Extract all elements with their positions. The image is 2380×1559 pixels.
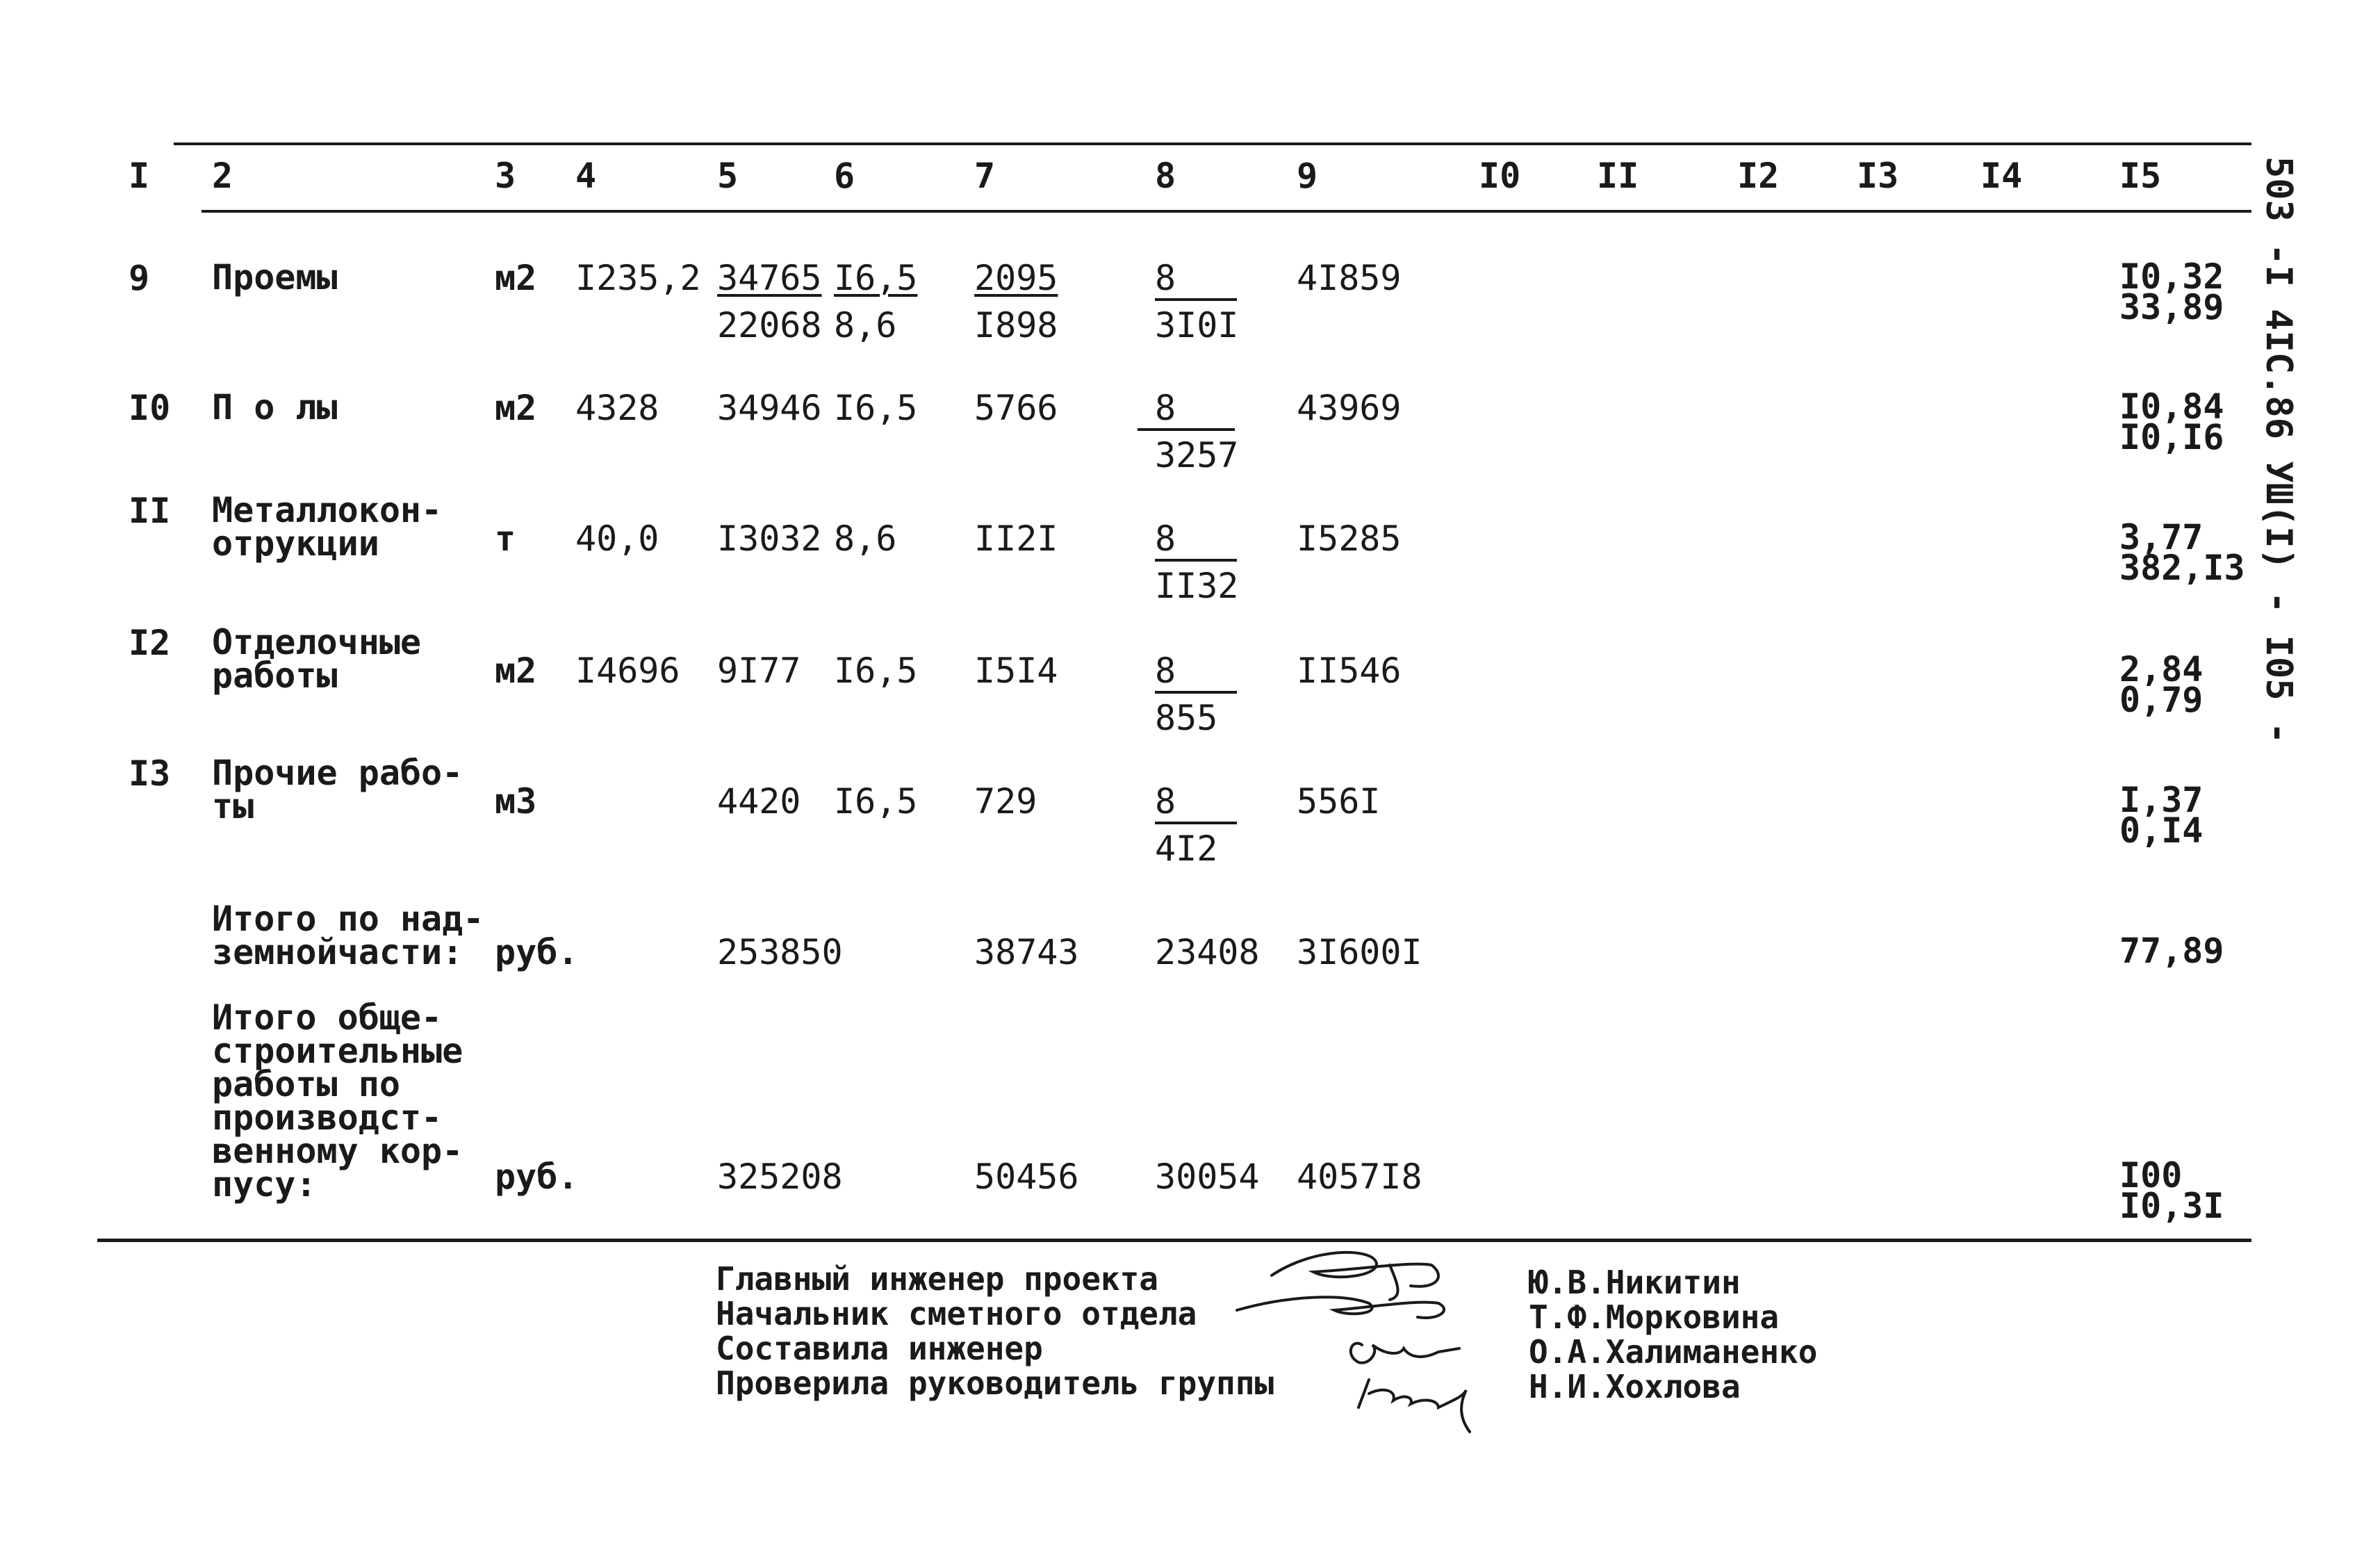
row-col15-bottom: 0,79 bbox=[2119, 680, 2203, 720]
row-col15-bottom: 382,I3 bbox=[2119, 548, 2245, 588]
row-col9: 556I bbox=[1297, 781, 1381, 822]
row-col6-top: 8,6 bbox=[834, 519, 897, 559]
row-col5-top: 9I77 bbox=[717, 651, 801, 691]
signature-name: Т.Ф.Морковина bbox=[1529, 1298, 1780, 1336]
row-col8-denominator: II32 bbox=[1155, 566, 1239, 606]
fraction-line bbox=[1155, 559, 1237, 562]
column-header-5: 5 bbox=[717, 156, 739, 196]
row-col8-numerator: 8 bbox=[1155, 519, 1176, 559]
top-rule bbox=[174, 142, 2251, 145]
fraction-line bbox=[1155, 822, 1237, 824]
row-col4: I4696 bbox=[575, 651, 680, 691]
row-col15-top: I,37 bbox=[2119, 780, 2203, 820]
row-col8-numerator: 8 bbox=[1155, 258, 1176, 298]
row-col7-top: I5I4 bbox=[974, 651, 1058, 691]
row-col4: 4328 bbox=[575, 388, 659, 428]
row-col15-bottom: I0,I6 bbox=[2119, 417, 2224, 457]
signature-name: Н.И.Хохлова bbox=[1529, 1368, 1741, 1405]
total-col8: 30054 bbox=[1155, 1157, 1260, 1197]
row-col4: 40,0 bbox=[575, 519, 659, 559]
row-unit: м2 bbox=[495, 388, 537, 428]
row-number: I3 bbox=[129, 753, 171, 794]
total-unit: руб. bbox=[495, 1157, 579, 1197]
row-col8-denominator: 3I0I bbox=[1155, 305, 1239, 345]
row-col7-top: 5766 bbox=[974, 388, 1058, 428]
row-number: 9 bbox=[129, 258, 150, 298]
total-col8: 23408 bbox=[1155, 932, 1260, 972]
column-header-13: I3 bbox=[1857, 156, 1899, 196]
row-col15-top: 3,77 bbox=[2119, 517, 2203, 557]
total-col7: 50456 bbox=[974, 1157, 1079, 1197]
column-header-4: 4 bbox=[575, 156, 597, 196]
row-col9: 4I859 bbox=[1297, 258, 1402, 298]
row-col6-top: I6,5 bbox=[834, 388, 918, 428]
row-col7-top: 729 bbox=[974, 781, 1037, 822]
row-col6-top: I6,5 bbox=[834, 258, 918, 298]
row-col15-top: 2,84 bbox=[2119, 649, 2203, 689]
row-unit: м2 bbox=[495, 258, 537, 298]
row-unit: м3 bbox=[495, 781, 537, 822]
fraction-line bbox=[1155, 691, 1237, 694]
column-header-14: I4 bbox=[1980, 156, 2023, 196]
total-col9: 3I600I bbox=[1297, 932, 1422, 972]
row-name: П о лы bbox=[212, 387, 338, 427]
row-col5-top: I3032 bbox=[717, 519, 822, 559]
signature-role: Составила инженер bbox=[716, 1330, 1043, 1367]
row-name: Прочие рабо- ты bbox=[212, 753, 463, 826]
row-col9: II546 bbox=[1297, 651, 1402, 691]
row-name: Металлокон- отрукции bbox=[212, 490, 443, 564]
signature-name: О.А.Халиманенко bbox=[1529, 1333, 1818, 1371]
bottom-rule bbox=[97, 1239, 2251, 1242]
row-col8-numerator: 8 bbox=[1155, 651, 1176, 691]
column-header-9: 9 bbox=[1297, 156, 1318, 196]
row-col6-top: I6,5 bbox=[834, 781, 918, 822]
row-col8-numerator: 8 bbox=[1155, 781, 1176, 822]
row-col6-top: I6,5 bbox=[834, 651, 918, 691]
row-col8-denominator: 855 bbox=[1155, 698, 1218, 738]
total-unit: руб. bbox=[495, 932, 579, 972]
signature-name: Ю.В.Никитин bbox=[1529, 1264, 1741, 1301]
column-header-1: I bbox=[129, 156, 150, 196]
total-col7: 38743 bbox=[974, 932, 1079, 972]
column-header-3: 3 bbox=[495, 156, 516, 196]
total-col5: 253850 bbox=[717, 932, 843, 972]
total-name: Итого по над- земнойчасти: bbox=[212, 899, 484, 972]
row-col5-top: 4420 bbox=[717, 781, 801, 822]
row-col7-bottom: I898 bbox=[974, 305, 1058, 345]
row-col15-top: I0,84 bbox=[2119, 386, 2224, 427]
row-col7-top: 2095 bbox=[974, 258, 1058, 298]
row-unit: м2 bbox=[495, 651, 537, 691]
header-rule bbox=[202, 210, 2251, 213]
column-header-10: I0 bbox=[1479, 156, 1521, 196]
column-header-6: 6 bbox=[834, 156, 855, 196]
total-col15-bottom: I0,3I bbox=[2119, 1186, 2224, 1226]
signature-role: Главный инженер проекта bbox=[716, 1260, 1158, 1298]
row-col8-numerator: 8 bbox=[1155, 388, 1176, 428]
fraction-line bbox=[1155, 298, 1237, 301]
handwritten-signatures bbox=[1230, 1234, 1577, 1442]
row-col8-denominator: 3257 bbox=[1155, 435, 1239, 475]
row-name: Отделочные работы bbox=[212, 622, 422, 696]
row-col7-top: II2I bbox=[974, 519, 1058, 559]
row-col5-top: 34765 bbox=[717, 258, 822, 298]
row-col5-bottom: 22068 bbox=[717, 305, 822, 345]
row-col6-bottom: 8,6 bbox=[834, 305, 897, 345]
row-col9: 43969 bbox=[1297, 388, 1402, 428]
column-header-11: II bbox=[1597, 156, 1639, 196]
total-col15-top: I00 bbox=[2119, 1155, 2183, 1195]
signature-role: Начальник сметного отдела bbox=[716, 1295, 1197, 1332]
row-col5-top: 34946 bbox=[717, 388, 822, 428]
fraction-line bbox=[1138, 428, 1235, 431]
row-name: Проемы bbox=[212, 257, 338, 297]
column-header-7: 7 bbox=[974, 156, 996, 196]
row-unit: т bbox=[495, 519, 516, 559]
column-header-2: 2 bbox=[212, 156, 233, 196]
total-name: Итого обще- строительные работы по производст- венному кор- пусу: bbox=[212, 997, 463, 1205]
row-col15-bottom: 0,I4 bbox=[2119, 810, 2203, 851]
column-header-12: I2 bbox=[1737, 156, 1780, 196]
signature-role: Проверила руководитель группы bbox=[716, 1364, 1274, 1402]
row-col8-denominator: 4I2 bbox=[1155, 829, 1218, 869]
row-number: I2 bbox=[129, 623, 171, 663]
row-col15-top: I0,32 bbox=[2119, 256, 2224, 297]
side-code: 503 -I 4IC.86 УШ(I) - I05 - bbox=[2258, 156, 2299, 744]
column-header-8: 8 bbox=[1155, 156, 1176, 196]
signature-roles bbox=[716, 1262, 1274, 1401]
total-col15-top: 77,89 bbox=[2119, 931, 2224, 971]
row-number: II bbox=[129, 491, 171, 531]
row-number: I0 bbox=[129, 388, 171, 428]
row-col15-bottom: 33,89 bbox=[2119, 287, 2224, 327]
total-col5: 325208 bbox=[717, 1157, 843, 1197]
column-header-15: I5 bbox=[2119, 156, 2162, 196]
row-col4: I235,2 bbox=[575, 258, 701, 298]
row-col9: I5285 bbox=[1297, 519, 1402, 559]
total-col9: 4057I8 bbox=[1297, 1157, 1422, 1197]
